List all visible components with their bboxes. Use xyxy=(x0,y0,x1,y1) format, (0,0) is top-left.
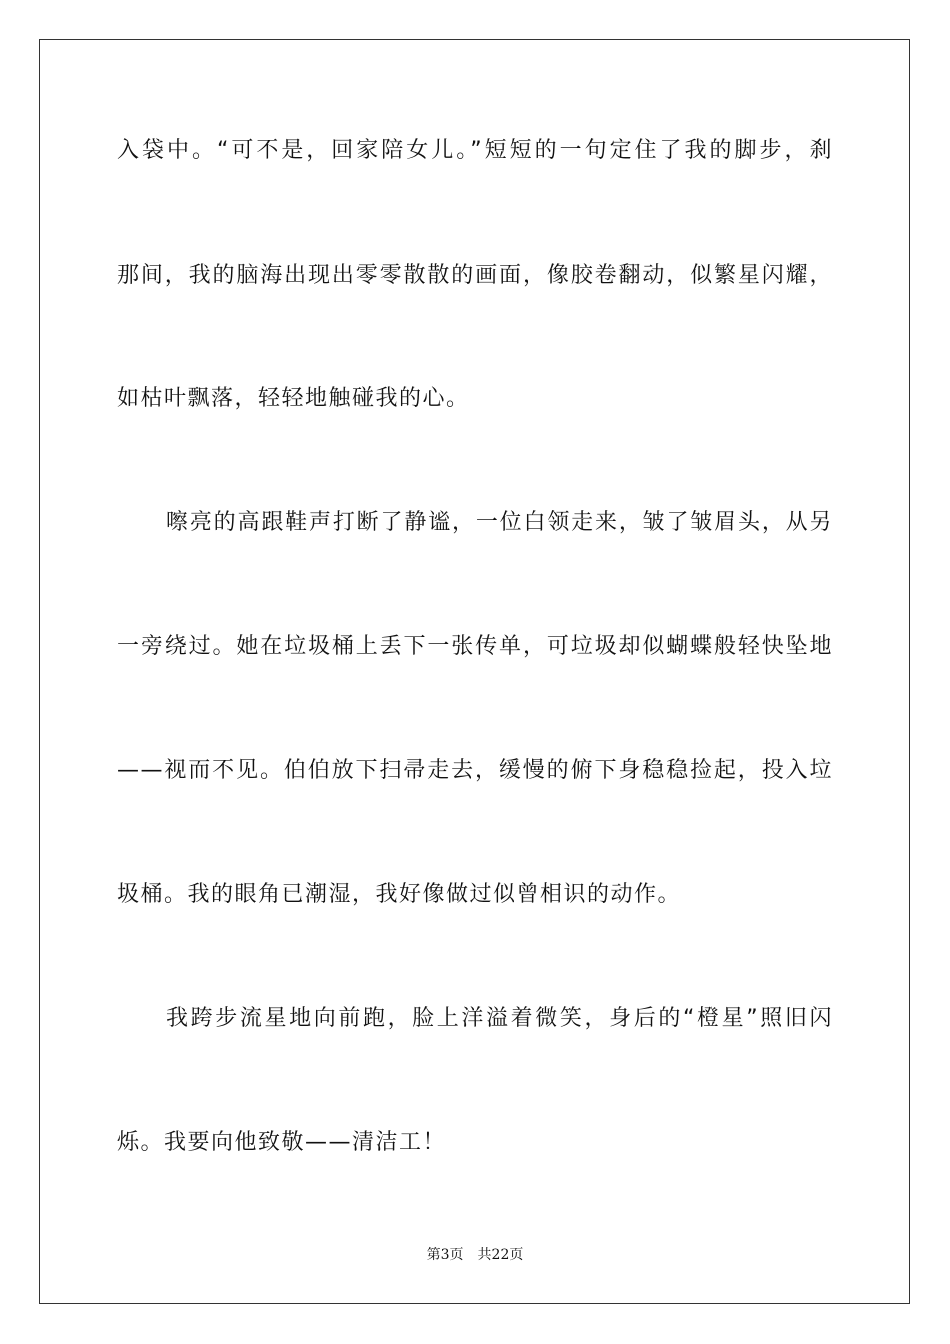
page-number: 第3页 xyxy=(426,1247,464,1263)
text-line: 入袋中。“可不是，回家陪女儿。”短短的一句定住了我的脚步，刹 xyxy=(117,138,833,163)
text-line: 如枯叶飘落，轻轻地触碰我的心。 xyxy=(117,386,470,411)
page-total: 共22页 xyxy=(477,1247,524,1263)
text-line: 那间，我的脑海出现出零零散散的画面，像胶卷翻动，似繁星闪耀， xyxy=(117,263,833,288)
text-line: 一旁绕过。她在垃圾桶上丢下一张传单，可垃圾却似蝴蝶般轻快坠地 xyxy=(117,634,833,659)
page-border xyxy=(39,39,910,1304)
paragraph-first-line: 嚓亮的高跟鞋声打断了静谧，一位白领走来，皱了皱眉头，从另 xyxy=(166,510,833,535)
text-line: ——视而不见。伯伯放下扫帚走去，缓慢的俯下身稳稳捡起，投入垃 xyxy=(117,758,833,783)
text-line: 烁。我要向他致敬——清洁工！ xyxy=(117,1130,447,1155)
page-footer xyxy=(0,1245,950,1265)
paragraph-first-line: 我跨步流星地向前跑，脸上洋溢着微笑，身后的“橙星”照旧闪 xyxy=(166,1006,834,1031)
text-line: 圾桶。我的眼角已潮湿，我好像做过似曾相识的动作。 xyxy=(117,882,682,907)
